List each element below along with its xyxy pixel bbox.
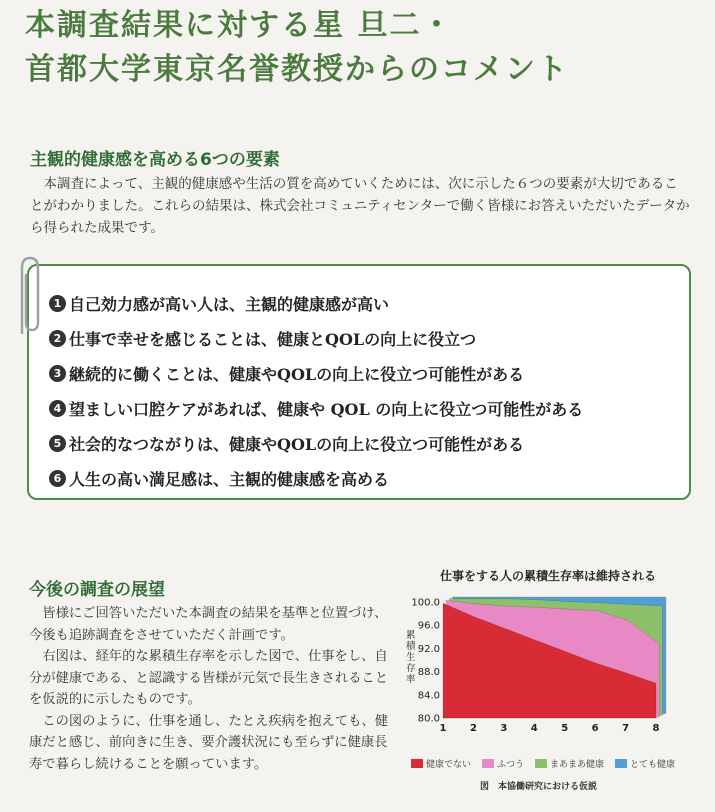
number-badge: 2 (49, 330, 66, 347)
legend-swatch (535, 759, 547, 768)
title-line-1: 本調査結果に対する星 旦二・ (25, 8, 454, 43)
y-tick-label: 100.0 (411, 597, 440, 609)
legend-swatch (411, 759, 423, 768)
title-line-2: 首都大学東京名誉教授からのコメント (25, 52, 569, 87)
list-item (49, 321, 583, 356)
x-tick-label: 8 (652, 723, 660, 734)
chart-caption: 図 本協働研究における仮説 (480, 782, 598, 792)
legend-swatch (615, 759, 627, 768)
list-item-text: 自己効力感が高い人は、主観的健康感が高い (69, 295, 390, 314)
x-tick-label: 4 (530, 723, 538, 734)
factors-intro: 本調査によって、主観的健康感や生活の質を高めていくためには、次に示した６つの要素が大切であることがわかりました。これらの結果は、株式会社コミュニティセンターで働く皆様にお答えいただいたデータから得られた成果です。 (30, 176, 690, 236)
chart-legend (411, 757, 686, 770)
list-item-text: 社会的なつながりは、健康やQOLの向上に役立つ可能性がある (69, 435, 525, 454)
paperclip-icon (8, 252, 46, 337)
number-badge: 5 (49, 435, 66, 452)
list-item (49, 356, 583, 391)
list-item (49, 461, 583, 496)
legend-item (535, 757, 604, 770)
list-item-text: 人生の高い満足感は、主観的健康感を高める (69, 470, 390, 489)
outlook-text (29, 603, 389, 775)
y-tick-label: 92.0 (417, 643, 440, 655)
number-badge: 4 (49, 400, 66, 417)
factors-heading: 主観的健康感を高める6つの要素 (30, 150, 280, 170)
outlook-paragraph-3: この図のように、仕事を通し、たとえ疾病を抱えても、健康だと感じ、前向きに生き、要介護状況にも至らずに健康長寿で暮らし続けることを願っています。 (29, 713, 389, 772)
legend-label: ふつう (497, 760, 525, 770)
legend-item (482, 757, 524, 770)
legend-label: とても健康 (630, 760, 676, 770)
number-badge: 6 (49, 470, 66, 487)
list-item (49, 391, 583, 426)
legend-item (615, 757, 675, 770)
list-item (49, 286, 583, 321)
page-title (25, 4, 705, 92)
outlook-paragraph-2: 右図は、経年的な累積生存率を示した図で、仕事をし、自分が健康である、と認識する皆様が元気で長生きされることを仮説的に示したものです。 (29, 649, 389, 707)
factors-list (49, 286, 583, 496)
x-tick-label: 6 (591, 723, 599, 734)
number-badge: 1 (49, 295, 66, 312)
legend-label: 健康でない (426, 760, 472, 770)
list-item (49, 426, 583, 461)
legend-swatch (482, 759, 494, 768)
legend-label: まあまあ健康 (550, 760, 605, 770)
outlook-heading: 今後の調査の展望 (29, 580, 165, 600)
chart-title: 仕事をする人の累積生存率は維持される (440, 569, 657, 583)
list-item-text: 継続的に働くことは、健康やQOLの向上に役立つ可能性がある (69, 365, 525, 384)
list-item-text: 仕事で幸せを感じることは、健康とQOLの向上に役立つ (69, 330, 477, 349)
x-tick-label: 7 (622, 723, 630, 734)
y-tick-label: 80.0 (417, 713, 440, 725)
x-tick-label: 1 (439, 723, 447, 734)
number-badge: 3 (49, 365, 66, 382)
list-item-text: 望ましい口腔ケアがあれば、健康や QOL の向上に役立つ可能性がある (69, 400, 584, 419)
y-tick-label: 84.0 (417, 690, 440, 702)
x-tick-label: 3 (500, 723, 508, 734)
x-tick-label: 2 (469, 723, 477, 734)
y-tick-label: 88.0 (417, 667, 440, 679)
y-tick-label: 96.0 (417, 620, 440, 632)
y-axis-label: 累積生存率 (406, 630, 416, 685)
legend-item (411, 757, 471, 770)
outlook-paragraph-1: 皆様にご回答いただいた本調査の結果を基準と位置づけ、今後も追跡調査をさせていただく計画です。 (29, 606, 388, 643)
x-tick-label: 5 (561, 723, 569, 734)
survival-chart (398, 588, 698, 756)
